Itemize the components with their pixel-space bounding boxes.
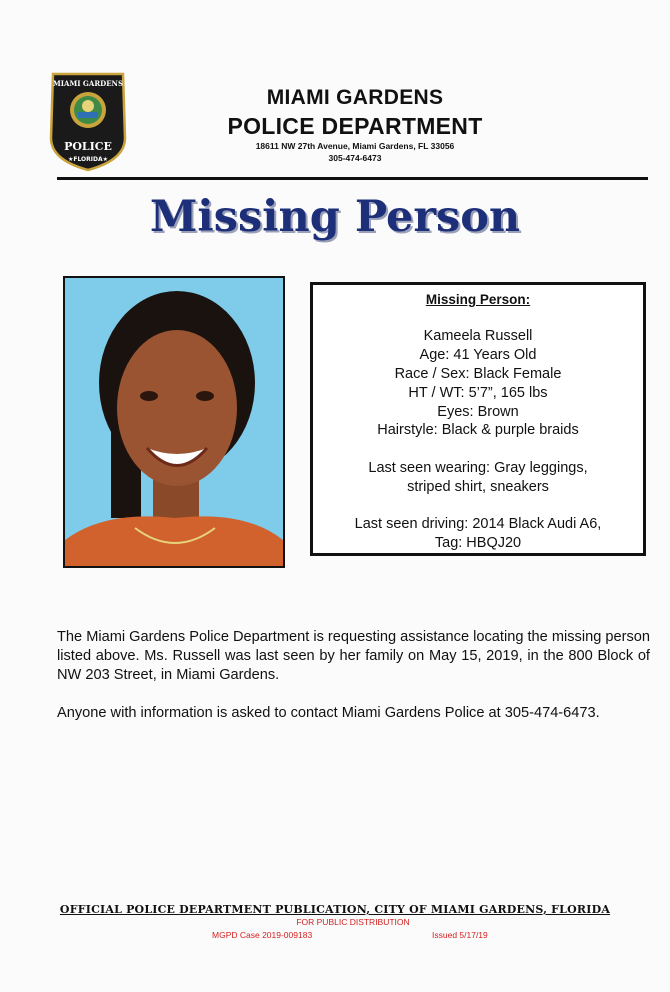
publication-notice: OFFICIAL POLICE DEPARTMENT PUBLICATION, CITY OF MIAMI GARDENS, FLORIDA: [59, 903, 611, 916]
last-seen-wearing-cont: striped shirt, sneakers: [407, 479, 549, 495]
details-heading: Missing Person:: [425, 292, 531, 307]
issued-date: Issued 5/17/19: [432, 930, 488, 940]
last-seen-wearing: Last seen wearing: Gray leggings,: [368, 460, 588, 476]
distribution-notice: FOR PUBLIC DISTRIBUTION: [296, 917, 410, 927]
agency-department: POLICE DEPARTMENT: [227, 113, 483, 139]
svg-text:★FLORIDA★: ★FLORIDA★: [67, 156, 109, 163]
case-number: MGPD Case 2019-009183: [212, 930, 313, 940]
person-race-sex: Race / Sex: Black Female: [394, 366, 562, 382]
person-hairstyle: Hairstyle: Black & purple braids: [377, 422, 579, 438]
person-photo-image: [65, 278, 283, 566]
person-name: Kameela Russell: [423, 328, 533, 344]
person-details-box: [310, 282, 646, 556]
police-badge-icon: [47, 68, 129, 172]
header-divider: [57, 177, 648, 180]
agency-address: 18611 NW 27th Avenue, Miami Gardens, FL 33056: [255, 141, 455, 151]
agency-phone: 305-474-6473: [328, 153, 382, 163]
contact-paragraph: Anyone with information is asked to contact Miami Gardens Police at 305-474-6473.: [57, 705, 600, 721]
person-height-weight: HT / WT: 5’7”, 165 lbs: [408, 385, 548, 401]
vehicle-tag: Tag: HBQJ20: [434, 535, 522, 551]
request-paragraph: The Miami Gardens Police Department is requesting assistance locating the missing person listed above. Ms. Russell was last seen by her family on May 15, 2019, in the 800 Block of NW 203 Street, in Miami Gardens.: [57, 629, 650, 683]
page-title: Missing Person: [149, 192, 521, 242]
police-badge-logo: [47, 68, 129, 172]
svg-text:POLICE: POLICE: [64, 140, 112, 153]
agency-name: MIAMI GARDENS: [266, 86, 444, 109]
person-eyes: Eyes: Brown: [437, 404, 519, 420]
last-seen-driving: Last seen driving: 2014 Black Audi A6,: [354, 516, 602, 532]
person-age: Age: 41 Years Old: [419, 347, 537, 363]
svg-text:MIAMI GARDENS: MIAMI GARDENS: [53, 79, 123, 88]
missing-person-photo: [63, 276, 285, 568]
